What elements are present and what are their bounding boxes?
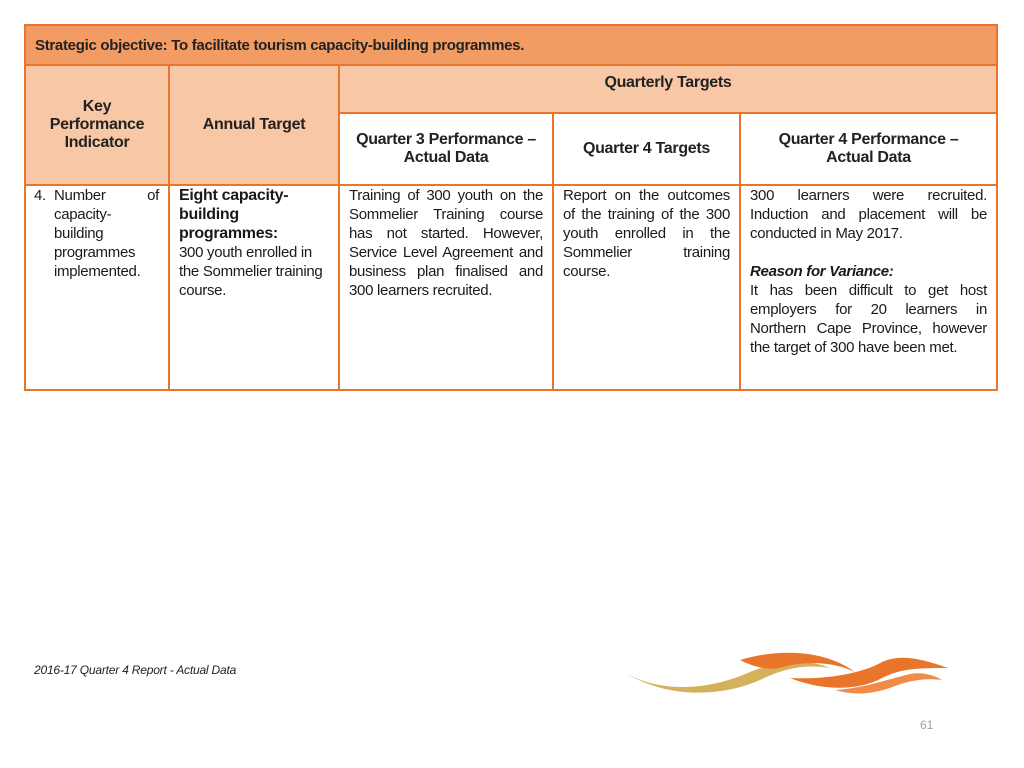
footer-note: 2016-17 Quarter 4 Report - Actual Data bbox=[34, 663, 237, 677]
logo-orange-swoosh-1 bbox=[740, 653, 855, 672]
cell-q3-performance bbox=[339, 185, 553, 390]
annual-target-text: 300 youth enrolled in the Sommelier training course. bbox=[179, 244, 323, 299]
table-row bbox=[25, 185, 997, 390]
header-kpi-label: Key Performance Indicator bbox=[49, 98, 145, 151]
q4-performance-text: 300 learners were recruited. Induction and placement will be conducted in May 2017. bbox=[750, 187, 987, 242]
kpi-item bbox=[26, 186, 168, 281]
cell-annual-target bbox=[169, 185, 339, 390]
q4-performance-content bbox=[741, 186, 996, 357]
header-annual-target: Annual Target bbox=[169, 65, 339, 185]
header-q3-performance-label: Quarter 3 Performance – Actual Data bbox=[356, 131, 536, 166]
q4-targets-text: Report on the outcomes of the training of the 300 youth enrolled in the Sommelier training course. bbox=[563, 187, 730, 280]
logo-gold-swoosh bbox=[624, 662, 830, 693]
page-number: 61 bbox=[920, 718, 934, 732]
cell-q4-performance bbox=[740, 185, 997, 390]
cell-q4-targets bbox=[553, 185, 740, 390]
variance-label: Reason for Variance: bbox=[750, 263, 894, 280]
annual-target-content bbox=[170, 186, 338, 300]
header-q3-performance bbox=[339, 113, 553, 185]
spacer bbox=[750, 243, 987, 262]
swoosh-logo bbox=[620, 650, 950, 700]
header-quarterly-targets: Quarterly Targets bbox=[339, 65, 997, 113]
header-row bbox=[25, 65, 997, 113]
header-q4-performance bbox=[740, 113, 997, 185]
annual-target-heading: Eight capacity-building programmes: bbox=[179, 187, 289, 242]
header-q4-performance-label: Quarter 4 Performance – Actual Data bbox=[778, 131, 959, 166]
kpi-text: Number of capacity-building programmes implemented. bbox=[54, 187, 159, 280]
q3-performance-text: Training of 300 youth on the Sommelier Training course has not started. However, Service Level Agreement and business plan finalised and 300 learners recruited. bbox=[349, 187, 543, 299]
kpi-number: 4. bbox=[34, 187, 46, 204]
cell-kpi bbox=[25, 185, 169, 390]
kpi-table bbox=[24, 24, 998, 391]
objective-row bbox=[25, 25, 997, 65]
strategic-objective: Strategic objective: To facilitate tourism capacity-building programmes. bbox=[25, 25, 997, 65]
header-q4-targets: Quarter 4 Targets bbox=[553, 113, 740, 185]
variance-text: It has been difficult to get host employers for 20 learners in Northern Cape Province, however the target of 300 have been met. bbox=[750, 282, 987, 356]
header-kpi bbox=[25, 65, 169, 185]
